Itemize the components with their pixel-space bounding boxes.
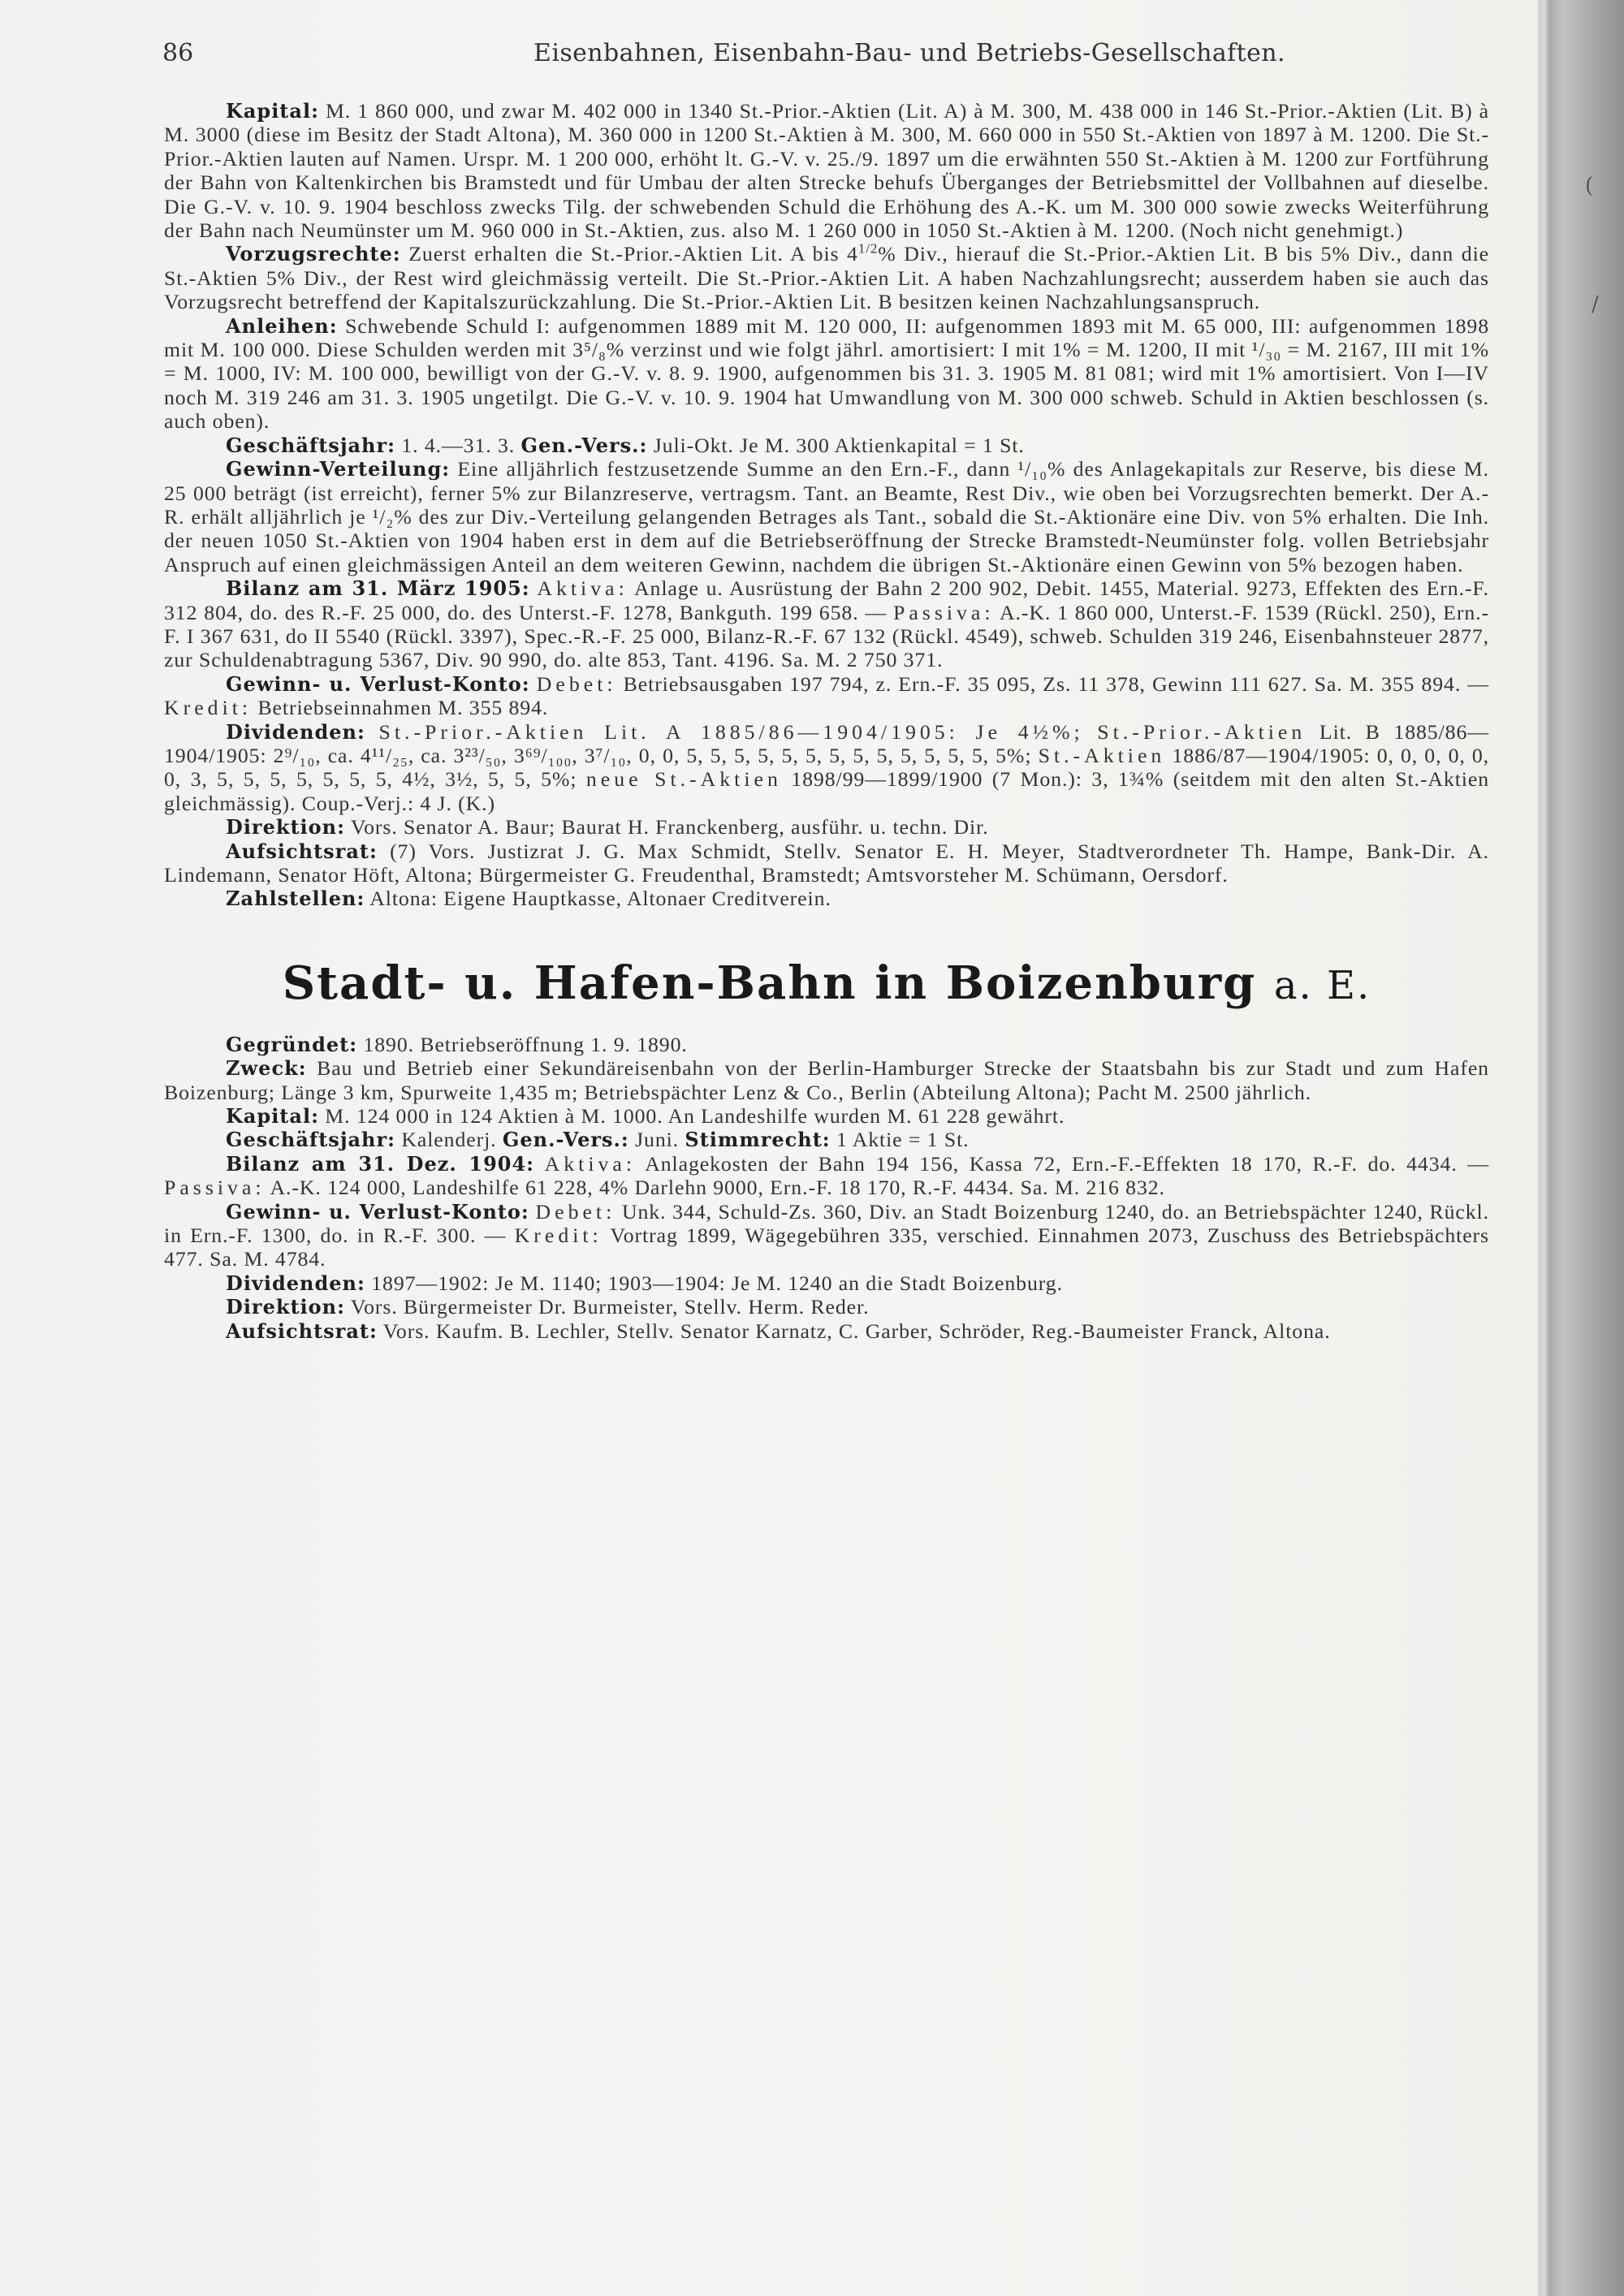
aufsichtsrat-paragraph xyxy=(164,839,1489,887)
dividenden-text: 1897—1902: Je M. 1140; 1903—1904: Je M. 1240 an die Stadt Boizenburg. xyxy=(371,1271,1063,1295)
dividenden-paragraph xyxy=(164,720,1489,816)
gewinn-konto-paragraph-2 xyxy=(164,1200,1489,1271)
vorzugsrechte-text-continued: % Div., hierauf die St.-Prior.-Aktien Lit. B bis 5% Div., dann die St.-Aktien 5% Div., der Rest wird gleichmässig verteilt. Die St.-Prior.-Aktien Lit. A haben Nachzahlungsrecht; ausserdem haben sie auch das Vorzugsrecht betreffend der Kapitalszurückzahlung. Die St.-Prior.-Aktien Lit. B besitzen keinen Nachzahlungsanspruch. xyxy=(164,242,1489,314)
aufsichtsrat-text: Vors. Kaufm. B. Lechler, Stellv. Senator Karnatz, C. Garber, Schröder, Reg.-Baumeister Franck, Altona. xyxy=(382,1318,1331,1343)
dividenden-text-b: Lit. B 1885/86—1904/1905: 2⁹/₁₀, ca. 4¹¹/₂₅, ca. 3²³/₅₀, 3⁶⁹/₁₀₀, 3⁷/₁₀, 0, 0, 5, 5, 5, 5, 5, 5, 5, 5, 5, 5, 5, 5, 5, 5%; xyxy=(164,719,1489,767)
aktiva-label: Aktiva: xyxy=(537,576,628,601)
dividenden-class-d: neue St.-Aktien xyxy=(585,767,782,792)
margin-mark: ( xyxy=(1585,174,1594,198)
kapital-text: M. 1 860 000, und zwar M. 402 000 in 1340 St.-Prior.-Aktien (Lit. A) à M. 300, M. 438 000 in 146 St.-Prior.-Aktien (Lit. B) à M. 3000 (diese im Besitz der Stadt Altona), M. 360 000 in 1200 St.-Aktien à M. 300, M. 660 000 in 550 St.-Aktien von 1897 à M. 1200. Die St.-Prior.-Aktien lauten auf Namen. Urspr. M. 1 200 000, erhöht lt. G.-V. v. 25./9. 1897 um die erwähnten 550 St.-Aktien à M. 1200 zur Fortführung der Bahn von Kaltenkirchen bis Bramstedt und für Umbau der alten Strecke behufs Überganges der Betriebsmittel der Vollbahnen auf dieselbe. Die G.-V. v. 10. 9. 1904 beschloss zwecks Tilg. der schwebenden Schuld die Erhöhung des A.-K. um M. 300 000 sowie zwecks Weiterführung der Bahn nach Neumünster um M. 960 000 in St.-Aktien, zus. also M. 1 260 000 in 1050 St.-Aktien à M. 1200. (Noch nicht genehmigt.) xyxy=(164,99,1489,243)
vorzugsrechte-text: Zuerst erhalten die St.-Prior.-Aktien Lit. A bis 4 xyxy=(408,242,858,266)
gewinn-konto-paragraph xyxy=(164,672,1489,720)
aufsichtsrat-paragraph-2 xyxy=(164,1319,1489,1343)
zahlstellen-label: Zahlstellen: xyxy=(226,887,365,911)
gegruendet-text: 1890. Betriebseröffnung 1. 9. 1890. xyxy=(363,1032,688,1056)
page-number: 86 xyxy=(162,39,194,67)
stimmrecht-text: 1 Aktie = 1 St. xyxy=(836,1128,970,1152)
page-content xyxy=(164,99,1489,1343)
passiva-text: A.-K. 124 000, Landeshilfe 61 228, 4% Darlehn 9000, Ern.-F. 18 170, R.-F. 4434. Sa. M. 216 832. xyxy=(270,1176,1165,1200)
geschaeftsjahr-label: Geschäftsjahr: xyxy=(226,433,395,457)
page-header xyxy=(162,39,1494,81)
kapital-paragraph-2 xyxy=(164,1104,1489,1128)
aktiva-text: Anlagekosten der Bahn 194 156, Kassa 72, Ern.-F.-Effekten 18 170, R.-F. do. 4434. — xyxy=(645,1151,1489,1176)
dividenden-text-c: 1886/87—1904/1905: 0, 0, 0, 0, 0, 0, 3, 5, 5, 5, 5, 5, 5, 5, 4½, 3½, 5, 5, 5%; xyxy=(164,743,1490,792)
company-title-suffix: a. E. xyxy=(1273,962,1371,1008)
book-gutter-edge xyxy=(1538,0,1624,2296)
direktion-text: Vors. Senator A. Baur; Baurat H. Franckenberg, ausführ. u. techn. Dir. xyxy=(350,815,989,839)
company-title-main: Stadt- u. Hafen-Bahn in Boizenburg xyxy=(282,956,1257,1010)
gewinn-verteilung-text: Eine alljährlich festzusetzende Summe an den Ern.-F., dann ¹/₁₀% des Anlagekapitals zur Reserve, bis diese M. 25 000 beträgt (ist erreicht), ferner 5% zur Bilanzreserve, vertragsm. Tant. an Beamte, Rest Div., wie oben bei Vorzugsrechten bemerkt. Der A.-R. erhält alljährlich je ¹/₂% des zur Div.-Verteilung gelangenden Betrages als Tant., sobald die St.-Aktionäre eine Div. von 5% erhalten. Die Inh. der neuen 1050 St.-Aktien von 1904 haben erst in dem auf die Betriebseröffnung der Strecke Bramstedt-Neumünster folg. vollen Betriebsjahr Anspruch auf einen gleichmässigen Anteil an dem weiteren Gewinn, nachdem die übrigen St.-Aktionäre einen Gewinn von 5% bezogen haben. xyxy=(164,457,1489,576)
anleihen-text: Schwebende Schuld I: aufgenommen 1889 mit M. 120 000, II: aufgenommen 1893 mit M. 65 000, III: aufgenommen 1898 mit M. 100 000. Diese Schulden werden mit 3⁵/₈% verzinst und wie folgt jährl. amortisiert: I mit 1% = M. 1200, II mit ¹/₃₀ = M. 2167, III mit 1% = M. 1000, IV: M. 100 000, bewilligt von der G.-V. v. 8. 9. 1900, aufgenommen bis 31. 3. 1905 M. 81 081; wird mit 1% amortisiert. Von I—IV noch M. 319 246 am 31. 3. 1905 ungetilgt. Die G.-V. v. 10. 9. 1904 hat Umwandlung von M. 300 000 schweb. Schuld in Aktien beschlossen (s. auch oben). xyxy=(164,313,1489,434)
geschaeftsjahr-paragraph-2 xyxy=(164,1128,1489,1151)
passiva-label: Passiva: xyxy=(892,600,995,624)
direktion-paragraph xyxy=(164,815,1489,839)
margin-mark: / xyxy=(1592,292,1599,317)
running-title: Eisenbahnen, Eisenbahn-Bau- und Betriebs-Gesellschaften. xyxy=(533,39,1285,67)
zweck-paragraph xyxy=(164,1056,1489,1104)
bilanz-paragraph-2 xyxy=(164,1152,1489,1200)
dividenden-label: Dividenden: xyxy=(226,1271,365,1295)
geschaeftsjahr-label: Geschäftsjahr: xyxy=(226,1128,395,1152)
anleihen-label: Anleihen: xyxy=(226,313,338,338)
vorzugsrechte-paragraph xyxy=(164,242,1489,313)
dividenden-label: Dividenden: xyxy=(226,719,365,744)
gen-vers-label: Gen.-Vers.: xyxy=(520,433,648,457)
aktiva-label: Aktiva: xyxy=(544,1151,637,1176)
debet-label: Debet: xyxy=(535,1199,616,1224)
kapital-text: M. 124 000 in 124 Aktien à M. 1000. An Landeshilfe wurden M. 61 228 gewährt. xyxy=(325,1104,1065,1129)
vorzugsrechte-label: Vorzugsrechte: xyxy=(226,242,401,266)
gewinn-konto-label: Gewinn- u. Verlust-Konto: xyxy=(226,1199,529,1224)
geschaeftsjahr-paragraph xyxy=(164,434,1489,457)
gen-vers-text: Juli-Okt. Je M. 300 Aktienkapital = 1 St. xyxy=(653,433,1025,457)
stimmrecht-label: Stimmrecht: xyxy=(685,1128,831,1152)
passiva-label: Passiva: xyxy=(164,1176,266,1200)
kredit-label: Kredit: xyxy=(164,696,253,720)
gewinn-verteilung-label: Gewinn-Verteilung: xyxy=(226,457,451,481)
gen-vers-label: Gen.-Vers.: xyxy=(502,1128,629,1152)
direktion-paragraph-2 xyxy=(164,1295,1489,1318)
kapital-label: Kapital: xyxy=(226,99,319,123)
gewinn-verteilung-paragraph xyxy=(164,457,1489,576)
company-heading xyxy=(164,937,1489,1033)
dividenden-text-d: 1898/99—1899/1900 (7 Mon.): 3, 1¾% (seitdem mit den alten St.-Aktien gleichmässig). Coup.-Verj.: 4 J. (K.) xyxy=(164,767,1489,815)
direktion-text: Vors. Bürgermeister Dr. Burmeister, Stellv. Herm. Reder. xyxy=(350,1295,870,1319)
zahlstellen-paragraph xyxy=(164,887,1489,910)
aufsichtsrat-text: (7) Vors. Justizrat J. G. Max Schmidt, Stellv. Senator E. H. Meyer, Stadtverordneter Th. Hampe, Bank-Dir. A. Lindemann, Senator Höft, Altona; Bürgermeister G. Freudenthal, Bramstedt; Amtsvorsteher M. Schümann, Oersdorf. xyxy=(164,839,1490,887)
zweck-label: Zweck: xyxy=(226,1056,307,1081)
dividenden-text: St.-Prior.-Aktien Lit. A 1885/86—1904/1905: Je 4½%; xyxy=(378,719,1084,744)
gewinn-konto-label: Gewinn- u. Verlust-Konto: xyxy=(226,671,530,696)
aktiva-text: Anlage u. Ausrüstung der Bahn 2 200 902, Debit. 1455, Material. 9273, Effekten des Ern.-F. 312 804, do. des R.-F. 25 000, do. des Unterst.-F. 1278, Bankguth. 199 658. — xyxy=(164,576,1489,624)
kredit-text: Betriebseinnahmen M. 355 894. xyxy=(257,696,549,720)
gegruendet-paragraph xyxy=(164,1033,1489,1056)
aufsichtsrat-label: Aufsichtsrat: xyxy=(226,839,378,863)
zweck-text: Bau und Betrieb einer Sekundäreisenbahn von der Berlin-Hamburger Strecke der Staatsbahn bis zur Stadt und zum Hafen Boizenburg; Länge 3 km, Spurweite 1,435 m; Betriebspächter Lenz & Co., Berlin (Abteilung Altona); Pacht M. 2500 jährlich. xyxy=(164,1056,1489,1104)
gen-vers-text: Juni. xyxy=(635,1128,680,1152)
aufsichtsrat-label: Aufsichtsrat: xyxy=(226,1318,378,1343)
company-title xyxy=(282,956,1371,1010)
bilanz-label: Bilanz am 31. Dez. 1904: xyxy=(226,1151,535,1176)
debet-text: Betriebsausgaben 197 794, z. Ern.-F. 35 095, Zs. 11 378, Gewinn 111 627. Sa. M. 355 894. — xyxy=(623,671,1490,696)
vorzugsrechte-fraction: 1/2 xyxy=(857,240,879,257)
direktion-label: Direktion: xyxy=(226,1295,345,1319)
dividenden-class-c: St.-Aktien xyxy=(1038,743,1166,767)
debet-label: Debet: xyxy=(536,671,617,696)
geschaeftsjahr-text: Kalenderj. xyxy=(401,1128,497,1152)
dividenden-class-b: St.-Prior.-Aktien xyxy=(1097,719,1307,744)
direktion-label: Direktion: xyxy=(226,815,345,839)
kapital-paragraph xyxy=(164,99,1489,242)
kredit-label: Kredit: xyxy=(514,1224,603,1248)
dividenden-paragraph-2 xyxy=(164,1271,1489,1295)
kapital-label: Kapital: xyxy=(226,1104,319,1129)
geschaeftsjahr-text: 1. 4.—31. 3. xyxy=(401,433,516,457)
kredit-text: Vortrag 1899, Wägegebühren 335, verschied. Einnahmen 2073, Zuschuss des Betriebspächters 477. Sa. M. 4784. xyxy=(164,1224,1489,1271)
passiva-text: A.-K. 1 860 000, Unterst.-F. 1539 (Rückl. 250), Ern.-F. I 367 631, do II 5540 (Rückl. 3397), Spec.-R.-F. 25 000, Bilanz-R.-F. 67 132 (Rückl. 4549), schweb. Schulden 319 246, Eisenbahnsteuer 2877, zur Schuldenabtragung 5367, Div. 90 990, do. alte 853, Tant. 4196. Sa. M. 2 750 371. xyxy=(164,600,1489,672)
bilanz-paragraph xyxy=(164,576,1489,672)
debet-text: Unk. 344, Schuld-Zs. 360, Div. an Stadt Boizenburg 1240, do. an Betriebspächter 1240, Rückl. in Ern.-F. 1300, do. in R.-F. 300. — xyxy=(164,1199,1489,1248)
gegruendet-label: Gegründet: xyxy=(226,1032,358,1056)
zahlstellen-text: Altona: Eigene Hauptkasse, Altonaer Creditverein. xyxy=(369,887,831,911)
bilanz-label: Bilanz am 31. März 1905: xyxy=(226,576,530,601)
anleihen-paragraph xyxy=(164,314,1489,434)
